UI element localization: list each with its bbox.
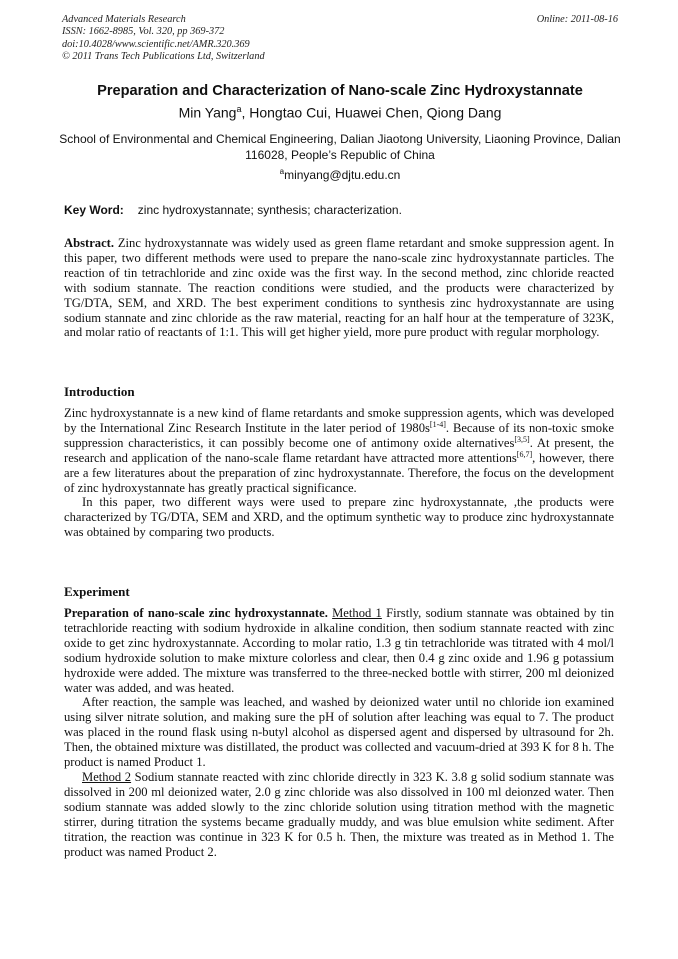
doi-line: doi:10.4028/www.scientific.net/AMR.320.369: [62, 38, 250, 50]
citation: [1-4]: [429, 419, 446, 429]
intro-text-d: , however, there are a few literatures about the preparation of zinc hydroxystannate. Therefore, the focus on the development of zinc hydroxystannate has greatly practical significance.: [64, 450, 614, 495]
method-2-label: Method 2: [82, 769, 132, 784]
method-1-label: Method 1: [332, 606, 382, 620]
email-superscript: a: [279, 167, 285, 176]
method-1-text: Firstly, sodium stannate was obtained by tin tetrachloride reacting with sodium hydroxide in alkaline condition, then sodium stannate reacted with zinc oxide to get zinc hydroxystannate. According to molar ratio, 1.3 g tin tetrachloride was titrated with 4 mol/l sodium hydroxide solution to make mixture colorless and clear, then 0.4 g zinc oxide and 1.96 g potassium hydroxide were added. The mixture was transferred to the three-necked bottle with stirrer, 200 ml deionized water was added, and was heated.: [64, 606, 614, 695]
keywords-label: Key Word:: [64, 203, 124, 217]
email-line: [40, 167, 640, 182]
introduction-heading: Introduction: [64, 384, 135, 399]
abstract: [64, 236, 614, 340]
citation: [3,5]: [514, 434, 530, 444]
intro-paragraph-2: In this paper, two different ways were used to prepare zinc hydroxystannate, ,the products were characterized by TG/DTA, SEM and XRD, and the optimum synthetic way to produce zinc hydroxystannate was obtained by comparing two products.: [64, 495, 614, 540]
method-2-text: Sodium stannate reacted with zinc chloride directly in 323 K. 3.8 g solid sodium stannate was dissolved in 200 ml deionized water, 2.0 g zinc chloride was also dissolved in 100 ml deionzed water. Then sodium stannate was added slowly to the zinc chloride solution using titration method with the magnetic stirrer, during titration the systems became gradually muddy, and was blue emulsion white sediment. After titration, the reaction was continue in 323 K for 0.5 h. Then, the mixture was treated as in Method 1. The product was named Product 2.: [64, 769, 614, 859]
paper-title: Preparation and Characterization of Nano-scale Zinc Hydroxystannate: [97, 83, 583, 99]
email-address: minyang@djtu.edu.cn: [284, 168, 401, 182]
experiment-body: [64, 606, 614, 859]
author-superscript: a: [236, 104, 242, 114]
issn-line: ISSN: 1662-8985, Vol. 320, pp 369-372: [62, 26, 225, 38]
copyright-line: © 2011 Trans Tech Publications Ltd, Switzerland: [62, 51, 265, 63]
experiment-paragraph-1: [64, 606, 614, 695]
intro-text-a: Zinc hydroxystannate is a new kind of flame retardants and smoke suppression agents, which was developed by the International Zinc Research Institute in the later period of 1980s: [64, 406, 614, 435]
intro-paragraph-1: [64, 406, 614, 495]
keywords-text: zinc hydroxystannate; synthesis; characterization.: [137, 203, 402, 217]
intro-text-c: . At present, the research and application of the nano-scale flame retardant have attracted more attentions: [64, 435, 614, 465]
keywords: [64, 203, 624, 217]
online-date: Online: 2011-08-16: [536, 14, 618, 25]
experiment-paragraph-3: [64, 770, 614, 859]
experiment-heading: Experiment: [64, 584, 130, 599]
experiment-subheading: Preparation of nano-scale zinc hydroxystannate.: [64, 606, 328, 620]
abstract-text: Zinc hydroxystannate was widely used as green flame retardant and smoke suppression agent. In this paper, two different methods were used to prepare the nano-scale zinc hydroxystannate particles. The reaction of tin tetrachloride and zinc oxide was the first way. In the second method, zinc chloride reacted with sodium stannate. The reaction conditions were studied, and the products were characterized by TG/DTA, SEM, and XRD. The best experiment conditions to synthesis zinc hydroxystannate are using sodium stannate and zinc chloride as the raw material, reacting for an half hour at the temperature of 323K, and molar ratio of reactants of 1:1. This will get higher yield, more pure product with regular morphology.: [64, 236, 614, 340]
abstract-label: Abstract.: [64, 236, 115, 250]
citation: [6,7]: [516, 449, 533, 459]
author-first: Min Yang: [178, 104, 237, 121]
introduction-body: [64, 406, 614, 540]
affiliation: School of Environmental and Chemical Engineering, Dalian Jiaotong University, Liaoning Province, Dalian 116028, People’s Republic of China: [59, 132, 621, 162]
journal-name: Advanced Materials Research: [62, 14, 186, 25]
experiment-paragraph-2: After reaction, the sample was leached, and washed by deionized water until no chloride ion examined using silver nitrate solution, and making sure the pH of solution after leaching was equal to 7. The product was placed in the round flask using n-butyl alcohol as dispersed agent and dispersed by ultrasound for 2h. Then, the obtained mixture was distillated, the product was collected and vacuum-dried at 393 K for 8 h. The product is named Product 1.: [64, 695, 614, 770]
author-list: [40, 104, 640, 121]
running-header: [62, 14, 618, 64]
author-rest: , Hongtao Cui, Huawei Chen, Qiong Dang: [241, 104, 502, 121]
intro-text-b: . Because of its non-toxic smoke suppression characteristics, it can possibly become one of antimony oxide alternatives: [64, 420, 614, 450]
